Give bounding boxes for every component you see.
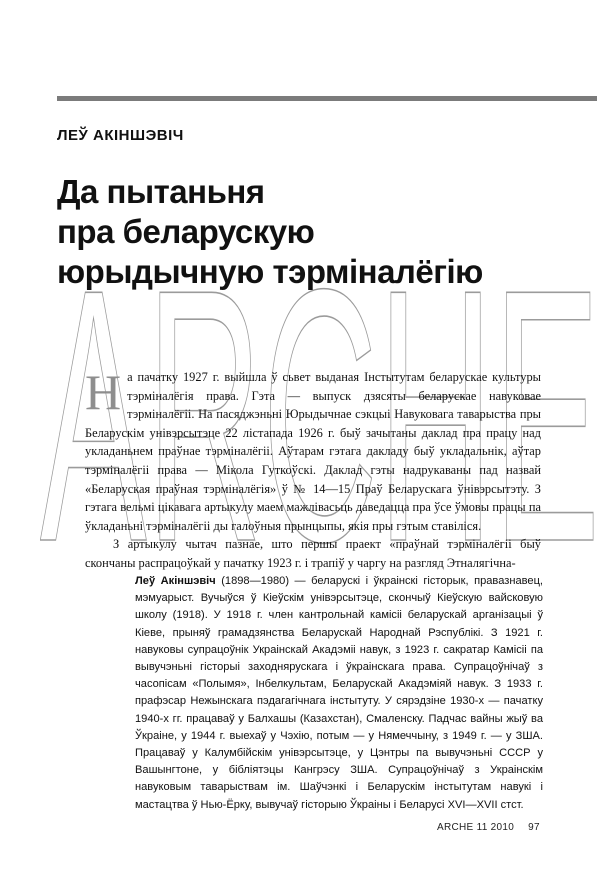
page-footer — [437, 822, 540, 833]
journal-issue: ARCHE 11 2010 — [437, 822, 515, 833]
watermark-text: ARCHE — [40, 218, 600, 558]
page-number: 97 — [528, 822, 540, 833]
author-bio — [135, 573, 543, 814]
top-rule — [57, 96, 597, 101]
author-name: ЛЕЎ АКІНШЭВІЧ — [57, 127, 184, 144]
article-body — [85, 364, 541, 573]
bio-name: Леў Акіншэвіч — [135, 575, 216, 587]
title-line: пра беларускую — [57, 213, 315, 250]
paragraph-text: а пачатку 1927 г. выйшла ў сьвет выданая Інстытутам беларускае культуры тэрміналёгія права. Гэта — выпуск дзясяты беларускае навуковае тэрміналёгіі. На пасяджэньні Юрыдычнае сэкцыі Навуковага таварыства пры Беларускім унівэрсытэце 22 лістапада 1926 г. быў зачытаны даклад пра працу над укладаньнем праўнае тэрміналёгіі. Аўтарам гэтага дакладу быў укладальнік, аўтар тэрміналёгіі права — Мікола Гуткоўскі. Даклад гэты надрукаваны пад назвай «Беларуская праўная тэрміналёгія» ў № 14—15 Праў Беларускага ўнівэрсытэту. З гэтага вельмі цікавага артыкулу маем мажлівасьць даведацца пра ўсе ўмовы працы па ўкладаньні тэрміналёгіі ды галоўныя прынцыпы, якія пры гэтым ставіліся. — [85, 370, 541, 533]
bio-text: (1898—1980) — беларускі і ўкраінскі гісторык, правазнавец, мэмуарыст. Вучыўся ў Кіеўскім унівэрсытэце, скончыў Кіеўскую вайсковую школу (1918). У 1918 г. член кантрольнай камісіі беларускай арганізацыі ў Кіеве, прыняў грамадзянства Беларускай Народнай Рэспублікі. З 1921 г. навуковы супрацоўнік Украінскай Акадэміі навук, з 1923 г. сакратар Камісіі па вывучэньні гісторыі заходнярускага і ўкраінскага права. Супрацоўнічаў з часопісам «Полымя», Інбелкультам, Беларускай Акадэміяй навук. З 1933 г. прафэсар Нежынскага пэдагагічнага інстытуту. У сярэдзіне 1930-х — пачатку 1940-х гг. працаваў у Балхашы (Казахстан), Смаленску. Падчас вайны жыў ва Ўкраіне, у 1944 г. выехаў у Чэхію, потым — у Нямеччыну, з 1949 г. — у ЗША. Працаваў у Калумбійскім унівэрсытэце, у Цэнтры па вывучэньні СССР у Вашынгтоне, у бібліятэцы Кангрэсу ЗША. Супрацоўнічаў з Украінскім навуковым таварыствам ім. Шаўчэнкі і Беларускім інстытутам навукі і мастацтва ў Нью-Ёрку, вывучаў гісторыю Ўкраіны і Беларусі XVI—XVII стст. — [135, 575, 544, 811]
paragraph — [85, 364, 541, 535]
paragraph: З артыкулу чытач пазнае, што першы праект «праўнай тэрміналёгіі быў скончаны распрацоўкай у пачатку 1923 г. і трапіў у чаргу на разгляд Этналягічна- — [85, 537, 541, 570]
article-title — [57, 172, 597, 292]
title-line: Да пытаньня — [57, 173, 265, 210]
drop-cap: Н — [85, 364, 122, 420]
title-line: юрыдычную тэрміналёгію — [57, 253, 483, 290]
